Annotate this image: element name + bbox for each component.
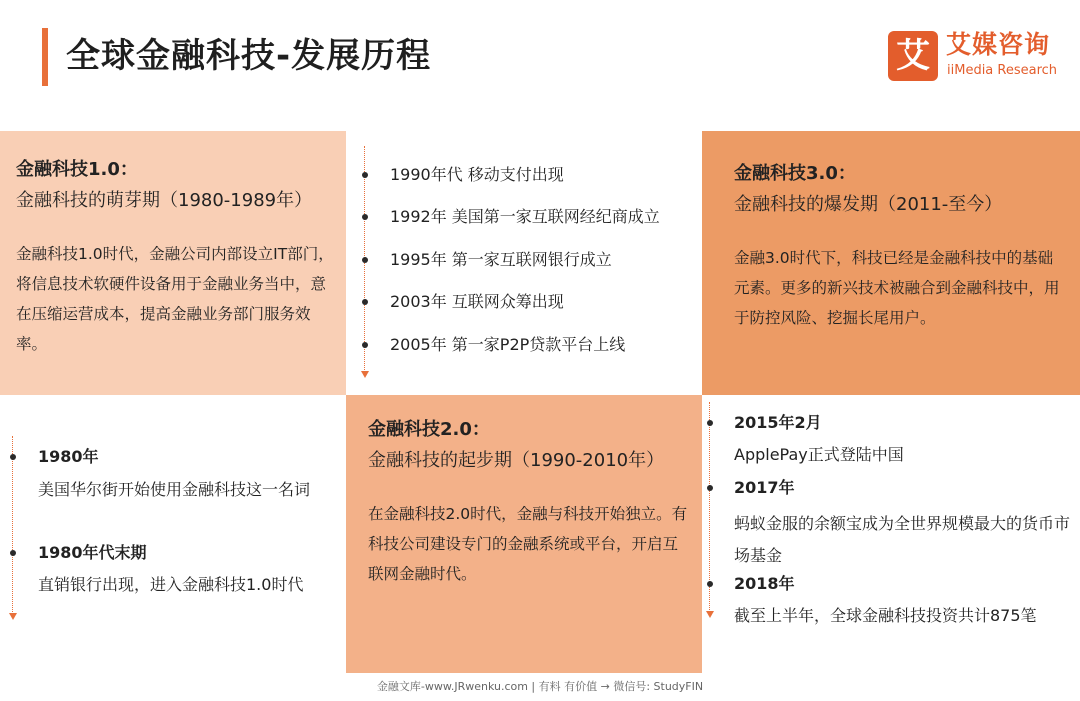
timeline-1990s-event: 1990年代 移动支付出现 [390, 165, 564, 184]
timeline-1980s-dot [10, 454, 16, 460]
timeline-1980s-year: 1980年 [38, 447, 99, 466]
timeline-1990s-dot [362, 342, 368, 348]
timeline-1990s-event: 1995年 第一家互联网银行成立 [390, 250, 612, 269]
page-title: 全球金融科技-发展历程 [66, 36, 432, 76]
logo-chinese-name: 艾媒咨询 [946, 30, 1051, 59]
timeline-1990s-dot [362, 214, 368, 220]
footer-source: 金融文库-www.JRwenku.com | 有料 有价值 → 微信号: StudyFIN [376, 680, 704, 693]
timeline-2010s-arrow-icon [706, 611, 714, 618]
stage-2-subtitle: 金融科技的起步期（1990-2010年） [368, 450, 665, 471]
timeline-1980s-text: 直销银行出现，进入金融科技1.0时代 [38, 575, 304, 594]
timeline-1990s-dot [362, 172, 368, 178]
stage-1-description: 金融科技1.0时代，金融公司内部设立IT部门，将信息技术软硬件设备用于金融业务当中，意在压缩运营成本，提高金融业务部门服务效率。 [16, 245, 334, 353]
timeline-2010s-text: ApplePay正式登陆中国 [734, 445, 904, 464]
timeline-1990s-event: 2003年 互联网众筹出现 [390, 292, 564, 311]
stage-1-title: 金融科技1.0： [16, 159, 138, 180]
timeline-2010s-dot [707, 581, 713, 587]
timeline-2010s-year: 2017年 [734, 478, 795, 497]
stage-3-subtitle: 金融科技的爆发期（2011-至今） [734, 194, 1003, 215]
timeline-1990s-event: 1992年 美国第一家互联网经纪商成立 [390, 207, 660, 226]
timeline-1980s-line [12, 436, 13, 614]
timeline-1980s-text: 美国华尔街开始使用金融科技这一名词 [38, 480, 311, 499]
timeline-2010s-text: 截至上半年，全球金融科技投资共计875笔 [734, 606, 1037, 625]
timeline-2010s-dot [707, 420, 713, 426]
stage-1-panel [0, 131, 346, 395]
stage-1-subtitle: 金融科技的萌芽期（1980-1989年） [16, 190, 313, 211]
title-accent-bar [42, 28, 48, 86]
stage-2-title: 金融科技2.0： [368, 419, 490, 440]
timeline-2010s-year: 2015年2月 [734, 413, 822, 432]
timeline-1980s-year: 1980年代末期 [38, 543, 147, 562]
stage-3-panel [702, 131, 1080, 395]
timeline-1980s-dot [10, 550, 16, 556]
logo-english-name: iiMedia Research [947, 63, 1058, 78]
timeline-1990s-event: 2005年 第一家P2P贷款平台上线 [390, 335, 626, 354]
stage-3-title: 金融科技3.0： [734, 163, 856, 184]
logo-mark-icon: 艾 [888, 31, 938, 81]
timeline-1990s-dot [362, 257, 368, 263]
timeline-1980s-arrow-icon [9, 613, 17, 620]
timeline-2010s-text: 蚂蚁金服的余额宝成为全世界规模最大的货币市场基金 [734, 514, 1071, 565]
stage-2-description: 在金融科技2.0时代，金融与科技开始独立。有科技公司建设专门的金融系统或平台，开启互联网金融时代。 [368, 505, 688, 583]
timeline-1990s-arrow-icon [361, 371, 369, 378]
timeline-2010s-dot [707, 485, 713, 491]
stage-3-description: 金融3.0时代下，科技已经是金融科技中的基础元素。更多的新兴技术被融合到金融科技中，用于防控风险、挖掘长尾用户。 [734, 249, 1060, 327]
timeline-1990s-dot [362, 299, 368, 305]
stage-2-panel [346, 395, 702, 673]
timeline-2010s-year: 2018年 [734, 574, 795, 593]
